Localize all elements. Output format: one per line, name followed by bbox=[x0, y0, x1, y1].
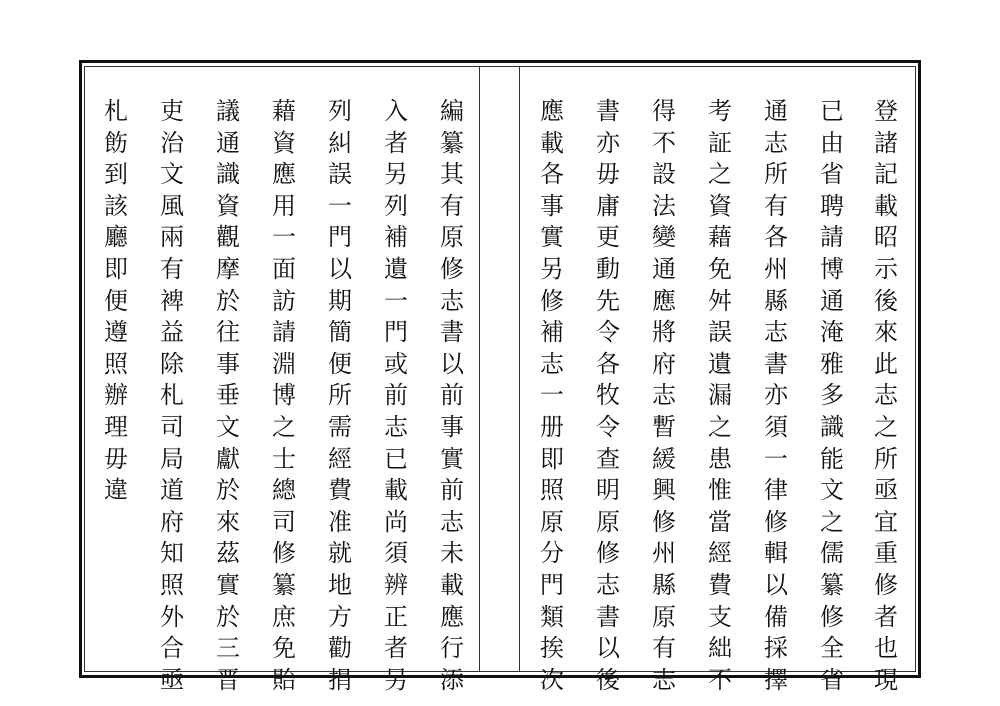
text-column-right-2: 已 由 省 聘 請 博 通 淹 雅 多 識 能 文 之 儒 纂 修 全 省 bbox=[820, 97, 844, 694]
text-column-left-5: 議 通 識 資 觀 摩 於 往 事 垂 文 獻 於 來 茲 實 於 三 晋 bbox=[216, 97, 240, 694]
text-column-left-1: 編 纂 其 有 原 修 志 書 以 前 事 實 前 志 未 載 應 行 添 bbox=[440, 97, 464, 694]
text-column-left-3: 列 糾 誤 一 門 以 期 簡 便 所 需 經 費 准 就 地 方 勸 捐 bbox=[328, 97, 352, 694]
gutter-line-left bbox=[479, 66, 480, 672]
text-column-right-5: 得 不 設 法 變 通 應 將 府 志 暫 緩 興 修 州 縣 原 有 志 bbox=[652, 97, 676, 694]
text-column-left-7: 札 飭 到 該 廳 即 便 遵 照 辦 理 毋 違 bbox=[104, 97, 128, 505]
text-column-left-2: 入 者 另 列 補 遺 一 門 或 前 志 已 載 尚 須 辨 正 者 另 bbox=[384, 97, 408, 694]
text-column-left-6: 吏 治 文 風 兩 有 裨 益 除 札 司 局 道 府 知 照 外 合 亟 bbox=[160, 97, 184, 694]
text-column-right-3: 通 志 所 有 各 州 縣 志 書 亦 須 一 律 修 輯 以 備 採 擇 bbox=[764, 97, 788, 694]
text-column-right-6: 書 亦 毋 庸 更 動 先 令 各 牧 令 查 明 原 修 志 書 以 後 bbox=[596, 97, 620, 694]
text-column-left-4: 藉 資 應 用 一 面 訪 請 淵 博 之 士 總 司 修 纂 庶 免 貽 bbox=[272, 97, 296, 694]
text-column-right-1: 登 諸 記 載 昭 示 後 來 此 志 之 所 亟 宜 重 修 者 也 現 bbox=[874, 97, 898, 694]
gutter-line-right bbox=[519, 66, 520, 672]
text-column-right-7: 應 載 各 事 實 另 修 補 志 一 册 即 照 原 分 門 類 挨 次 bbox=[540, 97, 564, 694]
text-column-right-4: 考 証 之 資 藉 免 舛 誤 遺 漏 之 患 惟 當 經 費 支 絀 不 bbox=[708, 97, 732, 694]
